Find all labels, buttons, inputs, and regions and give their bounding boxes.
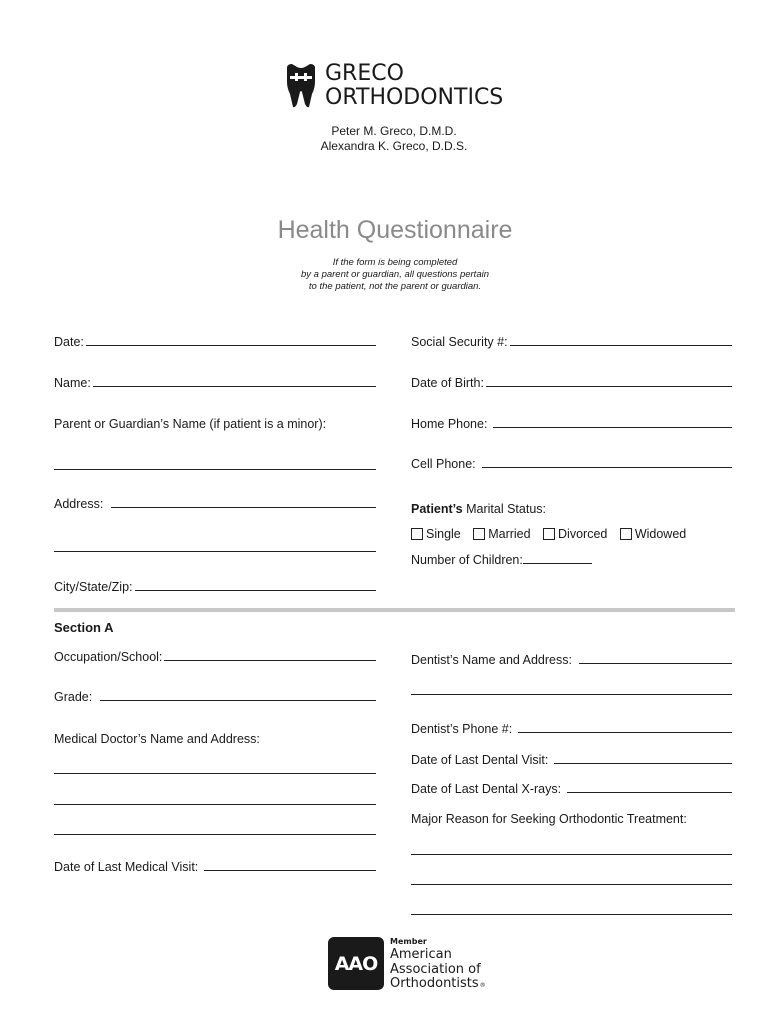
medical-doctor-line-1[interactable]: [54, 773, 376, 774]
major-reason-line-3[interactable]: [411, 914, 732, 915]
checkbox-divorced[interactable]: [543, 528, 555, 540]
ssn-label: Social Security #:: [411, 335, 508, 349]
marital-status-label: [411, 502, 546, 516]
option-label: Divorced: [558, 527, 608, 541]
checkbox-widowed[interactable]: [620, 528, 632, 540]
last-xrays-field[interactable]: [411, 782, 732, 796]
dentist-name-field[interactable]: [411, 653, 732, 667]
address-field[interactable]: [54, 497, 376, 511]
home-phone-label: Home Phone:: [411, 417, 488, 431]
occupation-label: Occupation/School:: [54, 650, 163, 664]
aao-member-label: Member: [390, 937, 427, 946]
guardian-label: Parent or Guardian’s Name (if patient is a minor):: [54, 417, 327, 431]
section-a-heading: Section A: [54, 620, 114, 635]
aao-org-name: [390, 948, 486, 994]
medical-doctor-line-3[interactable]: [54, 834, 376, 835]
home-phone-field[interactable]: [411, 417, 732, 431]
marital-status-bold: Patient’s: [411, 502, 463, 516]
org-line-3: [390, 977, 486, 994]
dentist-name-label: Dentist’s Name and Address:: [411, 653, 572, 667]
note-line-3: to the patient, not the parent or guardian.: [308, 281, 482, 292]
cell-phone-field[interactable]: [411, 457, 732, 471]
major-reason-line-1[interactable]: [411, 854, 732, 855]
medical-doctor-line-2[interactable]: [54, 804, 376, 805]
note-line-2: by a parent or guardian, all questions pertain: [300, 269, 489, 280]
cell-phone-label: Cell Phone:: [411, 457, 476, 471]
doctor-name-1: Peter M. Greco, D.M.D.: [331, 124, 457, 138]
option-label: Single: [426, 527, 461, 541]
grade-field[interactable]: [54, 690, 376, 704]
logo-greco: GRECO: [325, 61, 404, 86]
option-label: Married: [488, 527, 531, 541]
dentist-address-line[interactable]: [411, 694, 732, 695]
children-field[interactable]: [411, 553, 592, 567]
last-dental-visit-label: Date of Last Dental Visit:: [411, 753, 549, 767]
checkbox-married[interactable]: [473, 528, 485, 540]
date-label: Date:: [54, 335, 84, 349]
children-label: Number of Children:: [411, 553, 523, 567]
doctor-name-2: Alexandra K. Greco, D.D.S.: [320, 139, 468, 153]
ssn-field[interactable]: [411, 335, 732, 349]
marital-status-rest: Marital Status:: [462, 502, 547, 516]
name-field[interactable]: [54, 376, 376, 390]
major-reason-line-2[interactable]: [411, 884, 732, 885]
marital-option-divorced[interactable]: [543, 527, 607, 541]
dob-field[interactable]: [411, 376, 732, 390]
grade-label: Grade:: [54, 690, 93, 704]
address-label: Address:: [54, 497, 104, 511]
last-dental-visit-field[interactable]: [411, 753, 732, 767]
marital-option-married[interactable]: [473, 527, 530, 541]
dentist-phone-field[interactable]: [411, 722, 732, 736]
last-medical-visit-label: Date of Last Medical Visit:: [54, 860, 199, 874]
guardian-name-line[interactable]: [54, 469, 376, 470]
form-note: [0, 257, 770, 293]
aao-badge-text: AAO: [334, 952, 378, 975]
marital-status-options: [411, 527, 694, 545]
date-field[interactable]: [54, 335, 376, 349]
org-line-1: American: [390, 947, 452, 962]
name-label: Name:: [54, 376, 91, 390]
medical-doctor-label: Medical Doctor’s Name and Address:: [54, 732, 260, 746]
logo-orthodontics: ORTHODONTICS: [325, 85, 504, 110]
marital-option-single[interactable]: [411, 527, 461, 541]
occupation-field[interactable]: [54, 650, 376, 664]
last-xrays-label: Date of Last Dental X-rays:: [411, 782, 562, 796]
major-reason-label: Major Reason for Seeking Orthodontic Treatment:: [411, 812, 687, 826]
option-label: Widowed: [634, 527, 687, 541]
org-line-2: Association of: [390, 961, 481, 977]
section-divider: [54, 608, 735, 612]
address-line-2[interactable]: [54, 551, 376, 552]
org-line-3-text: Orthodontists: [390, 976, 479, 991]
note-line-1: If the form is being completed: [332, 257, 458, 268]
marital-option-widowed[interactable]: [620, 527, 686, 541]
last-medical-visit-field[interactable]: [54, 860, 376, 874]
checkbox-single[interactable]: [411, 528, 423, 540]
form-title: Health Questionnaire: [277, 216, 513, 244]
tooth-icon: [284, 64, 318, 108]
city-state-zip-field[interactable]: [54, 580, 376, 594]
dob-label: Date of Birth:: [411, 376, 484, 390]
city-state-zip-label: City/State/Zip:: [54, 580, 133, 594]
dentist-phone-label: Dentist’s Phone #:: [411, 722, 513, 736]
registered-mark: ®: [479, 982, 486, 989]
aao-logo: [328, 937, 384, 990]
